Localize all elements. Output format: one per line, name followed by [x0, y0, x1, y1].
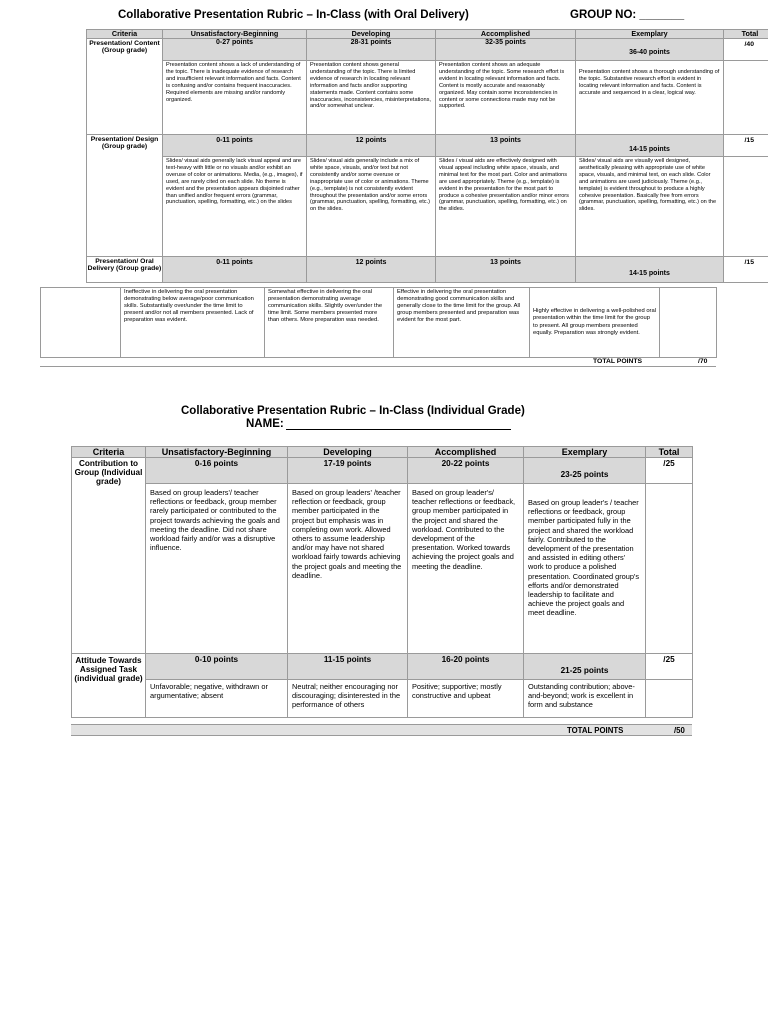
criteria-attitude: Attitude Towards Assigned Task (individual grade) [72, 654, 146, 718]
criteria-delivery: Presentation/ Oral Delivery (Group grade) [87, 257, 163, 283]
criteria-content: Presentation/ Content (Group grade) [87, 39, 163, 135]
delivery-total-blank [660, 288, 717, 358]
contribution-dev-desc: Based on group leaders' /teacher reflection or feedback, group member participated in the project but emphasis was in completing own work. Allowed others to assume leadership and/or may have not shared workload fairly towards achieving the project goals and meeting the deadline. [288, 484, 408, 654]
group-total-label: TOTAL POINTS [593, 358, 643, 365]
header-unsatisfactory-2: Unsatisfactory-Beginning [146, 447, 288, 458]
content-acc-desc: Presentation content shows an adequate understanding of the topic. Some research effort is evident in locating relevant information and facts. Content is mostly accurate and reasonably organized. May contain some inconsistencies in content or some connections made may not be supported. [436, 61, 576, 135]
header-developing-2: Developing [288, 447, 408, 458]
header-developing: Developing [307, 30, 436, 39]
contribution-unsat-desc: Based on group leaders'/ teacher reflections or feedback, group member rarely participated or contributed to the project towards achieving the goals and meeting the deadline. Did not share workload fairly and/or was a disruptive influence. [146, 484, 288, 654]
criteria-contribution: Contribution to Group (Individual grade) [72, 458, 146, 654]
individual-rubric-table [71, 446, 693, 718]
delivery-dev-points: 12 points [307, 257, 436, 283]
content-total-blank [724, 61, 768, 135]
contribution-total-blank [646, 484, 693, 654]
design-dev-desc: Slides/ visual aids generally include a mix of white space, visuals, and/or text but not consistently and/or some overuse or inappropriate use of color or animations. Theme (e.g., template) is not consistently evident throughout the presentation and/or some errors (grammar, punctuation, spelling, formatting, etc.) on the slides. [307, 157, 436, 257]
content-ex-desc: Presentation content shows a thorough understanding of the topic. Substantive research effort is evident in locating relevant information and facts. Content is accurate and sequenced in a clear, logical way. [576, 61, 724, 135]
header-exemplary: Exemplary [576, 30, 724, 39]
content-dev-points: 28-31 points [307, 39, 436, 61]
delivery-total: /15 [724, 257, 768, 283]
attitude-dev-points: 11-15 points [288, 654, 408, 680]
header-total-2: Total [646, 447, 693, 458]
delivery-points-row [87, 257, 768, 283]
delivery-unsat-desc: Ineffective in delivering the oral presentation demonstrating below average/poor communication skills. Substantially over/under the time limit to present and/or not all members presented. Lack of preparation was evident. [121, 288, 265, 358]
attitude-desc-row [72, 680, 693, 718]
contribution-desc-row [72, 484, 693, 654]
contribution-unsat-points: 0-16 points [146, 458, 288, 484]
design-desc-row [87, 157, 768, 257]
design-dev-points: 12 points [307, 135, 436, 157]
contribution-points-row [72, 458, 693, 484]
header-row-2 [72, 447, 693, 458]
header-row [87, 30, 768, 39]
header-accomplished-2: Accomplished [408, 447, 524, 458]
header-criteria: Criteria [87, 30, 163, 39]
design-ex-points: 14-15 points [576, 135, 724, 157]
design-unsat-desc: Slides/ visual aids generally lack visual appeal and are text-heavy with little or no visuals and/or exhibit an overuse of color or animations. Media, (e.g., images), if used, are rarely cited on each slide. No theme is evident and the presentation appears disjointed rather than unified and/or frequent errors (grammar, punctuation, spelling, formatting, etc.) on the slides [163, 157, 307, 257]
header-unsatisfactory: Unsatisfactory-Beginning [163, 30, 307, 39]
content-points-row [87, 39, 768, 61]
content-acc-points: 32-35 points [436, 39, 576, 61]
attitude-total: /25 [646, 654, 693, 680]
content-dev-desc: Presentation content shows general understanding of the topic. There is limited evidence of research in locating relevant information and facts and/or supporting statements made. Content contains some inaccuracies, inconsistencies, misinterpretations, and/or somewhat unclear. [307, 61, 436, 135]
content-unsat-desc: Presentation content shows a lack of understanding of the topic. There is inadequate evidence of research and insufficient relevant information and facts. Content is confusing and/or contains frequent inaccuracies. Required elements are missing and/or randomly organized. [163, 61, 307, 135]
delivery-acc-desc: Effective in delivering the oral presentation demonstrating good communication skills and generally close to the time limit for the group. All group members presented and preparation was evident for the most part. [394, 288, 530, 358]
header-total: Total [724, 30, 768, 39]
attitude-ex-points: 21-25 points [524, 654, 646, 680]
content-ex-points: 36-40 points [576, 39, 724, 61]
attitude-dev-desc: Neutral; neither encouraging nor discouraging; disinterested in the performance of others [288, 680, 408, 718]
delivery-desc-table [40, 287, 717, 358]
attitude-unsat-desc: Unfavorable; negative, withdrawn or argumentative; absent [146, 680, 288, 718]
design-points-row [87, 135, 768, 157]
delivery-desc-row [41, 288, 717, 358]
header-accomplished: Accomplished [436, 30, 576, 39]
name-underline[interactable] [286, 419, 511, 430]
delivery-acc-points: 13 points [436, 257, 576, 283]
individual-total-value: /50 [674, 726, 685, 735]
attitude-points-row [72, 654, 693, 680]
content-total: /40 [724, 39, 768, 61]
delivery-criteria-blank [41, 288, 121, 358]
group-total-value: /70 [698, 358, 708, 365]
contribution-total: /25 [646, 458, 693, 484]
design-acc-points: 13 points [436, 135, 576, 157]
contribution-ex-desc: Based on group leader's / teacher reflections or feedback, group member participated fully in the project and shared the workload fairly. Contributed to the development of the presentation and assisted in editing others' work to produce a polished presentation. Coordinated group's efforts and/or demonstrated leadership to facilitate and achieve the project goals and meet deadline. [524, 484, 646, 654]
name-label: NAME: [246, 418, 284, 430]
delivery-dev-desc: Somewhat effective in delivering the oral presentation demonstrating average communication skills. Slightly over/under the time limit. Some members presented more than others. More preparation was needed. [265, 288, 394, 358]
attitude-unsat-points: 0-10 points [146, 654, 288, 680]
contribution-ex-points: 23-25 points [524, 458, 646, 484]
criteria-design: Presentation/ Design (Group grade) [87, 135, 163, 257]
attitude-ex-desc: Outstanding contribution; above-and-beyond; work is excellent in form and substance [524, 680, 646, 718]
design-total-blank [724, 157, 768, 257]
contribution-dev-points: 17-19 points [288, 458, 408, 484]
individual-total-row [71, 724, 692, 736]
group-total-row [40, 357, 716, 367]
contribution-acc-points: 20-22 points [408, 458, 524, 484]
attitude-total-blank [646, 680, 693, 718]
rubric1-title-line [118, 9, 718, 21]
rubric2-title: Collaborative Presentation Rubric – In-Class (Individual Grade) [181, 405, 525, 417]
delivery-ex-points: 14-15 points [576, 257, 724, 283]
header-exemplary-2: Exemplary [524, 447, 646, 458]
design-acc-desc: Slides / visual aids are effectively designed with visual appeal including white space, visuals, and minimal text for the most part. Color and animations are used appropriately. Theme (e.g., template) is evident in the presentation for the most part to produce a cohesive presentation and/or minor errors (grammar, punctuation, spelling, formatting, etc.) on the slides. [436, 157, 576, 257]
group-number-label: GROUP NO: _______ [570, 9, 685, 21]
attitude-acc-points: 16-20 points [408, 654, 524, 680]
content-desc-row [87, 61, 768, 135]
group-rubric-table [86, 29, 768, 283]
delivery-ex-desc: Highly effective in delivering a well-polished oral presentation within the time limit for the group to present. All group members presented equally. Preparation was strongly evident. [530, 288, 660, 358]
design-total: /15 [724, 135, 768, 157]
header-criteria-2: Criteria [72, 447, 146, 458]
attitude-acc-desc: Positive; supportive; mostly constructive and upbeat [408, 680, 524, 718]
design-ex-desc: Slides/ visual aids are visually well designed, aesthetically pleasing with appropriate use of white space, visuals, and minimal text, on each slide. Color and animations are used judiciously. Theme (e.g., template) is evident throughout to produce a highly cohesive presentation. Basically free from errors (grammar, punctuation, spelling, formatting, etc.) on the slides. [576, 157, 724, 257]
contribution-acc-desc: Based on group leader's/ teacher reflections or feedback, group member participated in the project and shared the workload. Contributed to the development of the presentation. Worked towards achieving the project goals and meeting the deadline. [408, 484, 524, 654]
rubric1-title: Collaborative Presentation Rubric – In-Class (with Oral Delivery) [118, 9, 469, 21]
content-unsat-points: 0-27 points [163, 39, 307, 61]
delivery-unsat-points: 0-11 points [163, 257, 307, 283]
design-unsat-points: 0-11 points [163, 135, 307, 157]
individual-total-label: TOTAL POINTS [567, 726, 624, 735]
name-field [246, 418, 511, 430]
